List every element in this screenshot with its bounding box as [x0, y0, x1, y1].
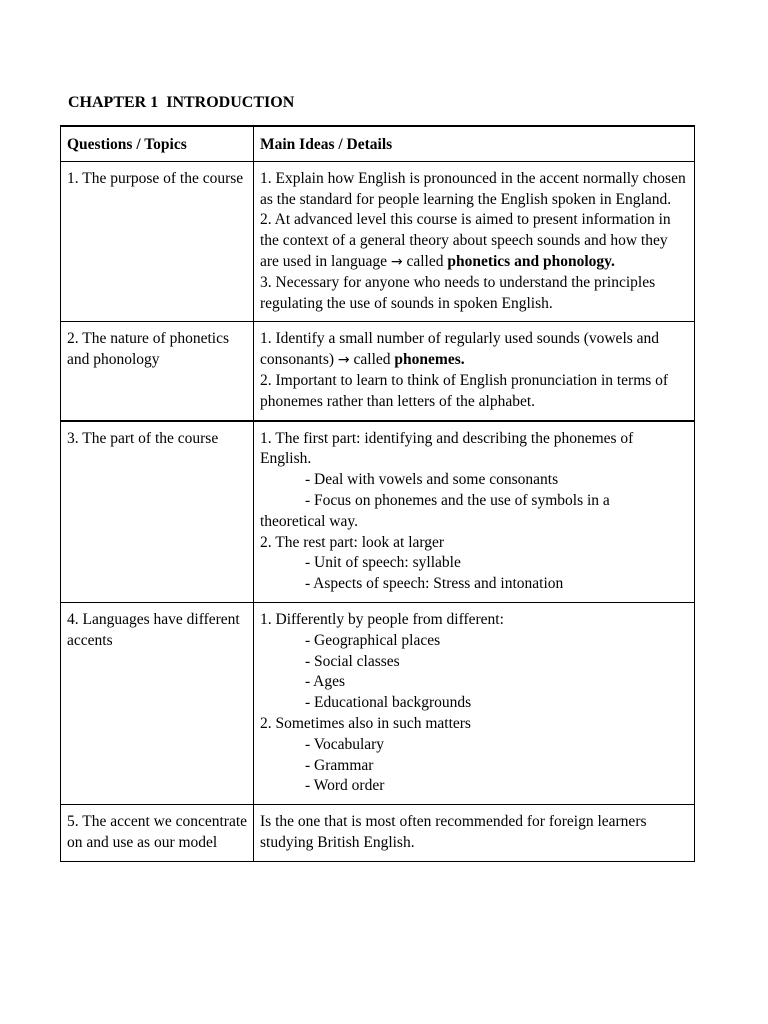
sub-item: - Vocabulary: [305, 735, 385, 753]
sub-item: - Deal with vowels and some consonants: [305, 471, 559, 489]
sub-item: - Focus on phonemes and the use of symbols in a: [305, 491, 610, 509]
detail-text: 1. Identify a small number of regularly used sounds (vowels and consonants): [260, 330, 660, 369]
sub-item: - Social classes: [305, 652, 400, 670]
detail-text: 2. At advanced level this course is aimed to present information in the context of a general theory about speech sounds and how they are used in language: [260, 211, 671, 270]
detail-line: 1. Differently by people from different:: [260, 610, 504, 628]
chapter-title: CHAPTER 1 INTRODUCTION: [68, 94, 295, 111]
details-cell: [254, 161, 695, 322]
table-row: [61, 602, 695, 804]
arrow-right-icon: →: [390, 253, 403, 270]
sub-item: - Ages: [305, 673, 346, 691]
detail-line: 3. Necessary for anyone who needs to understand the principles regulating the use of sounds in spoken English.: [260, 273, 656, 312]
topic-cell: 3. The part of the course: [61, 421, 254, 603]
details-cell: [254, 602, 695, 804]
details-cell: [254, 421, 695, 603]
arrow-right-icon: →: [337, 352, 350, 369]
sub-item: - Grammar: [305, 756, 374, 774]
bold-term: phonemes.: [394, 351, 465, 369]
table-row: [61, 421, 695, 603]
header-questions-topics: Questions / Topics: [61, 126, 254, 161]
topic-cell: 4. Languages have different accents: [61, 602, 254, 804]
detail-text: called: [353, 351, 391, 369]
topic-cell: 5. The accent we concentrate on and use as our model: [61, 805, 254, 862]
sub-item: - Educational backgrounds: [305, 694, 472, 712]
detail-line: 1. The first part: identifying and describing the phonemes of English.: [260, 429, 634, 468]
sub-item: - Aspects of speech: Stress and intonation: [305, 575, 564, 593]
table-row: [61, 161, 695, 322]
header-main-ideas: Main Ideas / Details: [254, 126, 695, 161]
table-row: [61, 805, 695, 862]
detail-line: [260, 210, 688, 272]
sub-item: - Unit of speech: syllable: [305, 554, 461, 572]
notes-table: [60, 125, 695, 862]
detail-line: 2. Sometimes also in such matters: [260, 714, 471, 732]
sub-item: - Word order: [305, 777, 385, 795]
sub-item: - Geographical places: [305, 631, 441, 649]
details-cell: [254, 805, 695, 862]
detail-line: [260, 329, 688, 371]
detail-line: 1. Explain how English is pronounced in the accent normally chosen as the standard for people learning the English spoken in England.: [260, 169, 686, 208]
detail-line: 2. The rest part: look at larger: [260, 533, 445, 551]
detail-line: 2. Important to learn to think of English pronunciation in terms of phonemes rather than letters of the alphabet.: [260, 371, 669, 410]
topic-cell: 2. The nature of phonetics and phonology: [61, 322, 254, 421]
bold-term: phonetics and phonology.: [447, 252, 615, 270]
detail-line: Is the one that is most often recommended for foreign learners studying British English.: [260, 813, 647, 851]
table-row: [61, 322, 695, 421]
topic-cell: 1. The purpose of the course: [61, 161, 254, 322]
details-cell: [254, 322, 695, 421]
table-header-row: [61, 126, 695, 161]
detail-text: called: [406, 252, 444, 270]
detail-line: theoretical way.: [260, 512, 358, 530]
